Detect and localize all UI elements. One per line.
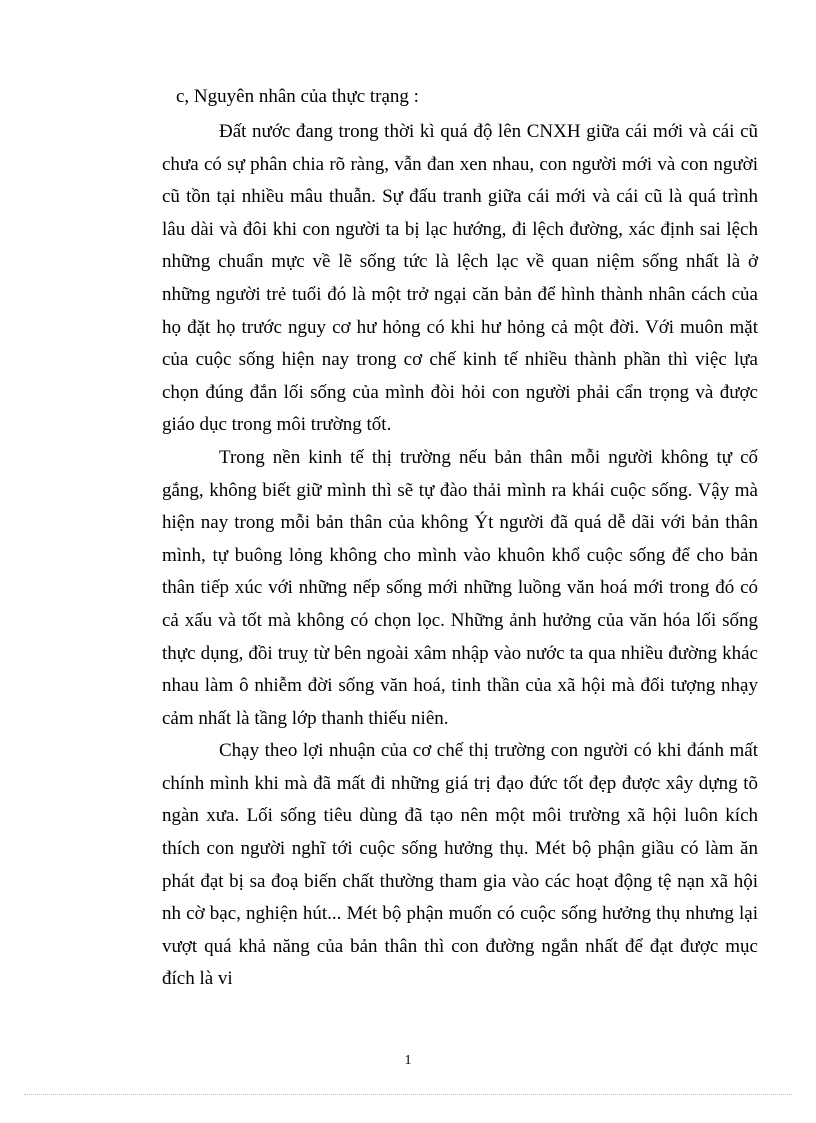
paragraph-1: Đất nước đang trong thời kì quá độ lên CNXH giữa cái mới và cái cũ chưa có sự phân chia rõ ràng, vẫn đan xen nhau, con người mới và con người cũ tồn tại nhiều mâu thuẫn. Sự đấu tranh giữa cái mới và cái cũ là quá trình lâu dài và đôi khi con người ta bị lạc hướng, đi lệch đường, xác định sai lệch những chuẩn mực về lẽ sống tức là lệch lạc về quan niệm sống nhất là ở những người trẻ tuổi đó là một trở ngại căn bản để hình thành nhân cách của họ đặt họ trước nguy cơ hư hỏng có khi hư hỏng cả một đời. Với muôn mặt của cuộc sống hiện nay trong cơ chế kinh tế nhiều thành phần thì việc lựa chọn đúng đắn lối sống của mình đòi hỏi con người phải cẩn trọng và được giáo dục trong môi trường tốt.: [162, 121, 758, 436]
page-bottom-divider: [24, 1094, 792, 1095]
section-heading: c, Nguyên nhân của thực trạng :: [176, 86, 419, 107]
page-number: 1: [404, 1053, 412, 1068]
paragraph-3: Chạy theo lợi nhuận của cơ chế thị trường con người có khi đánh mất chính mình khi mà đã mất đi những giá trị đạo đức tốt đẹp được xây dựng tõ ngàn xưa. Lối sống tiêu dùng đã tạo nên một môi trường xã hội luôn kích thích con người nghĩ tới cuộc sống hưởng thụ. Mét bộ phận giầu có làm ăn phát đạt bị sa đoạ biến chất thường tham gia vào các hoạt động tệ nạn xã hội nh cờ bạc, nghiện hút... Mét bộ phận muốn có cuộc sống hưởng thụ nhưng lại vượt quá khả năng của bản thân thì con đường ngắn nhất để đạt được mục đích là vi: [162, 740, 758, 990]
body-text: [162, 116, 758, 996]
paragraph-2: Trong nền kinh tế thị trường nếu bản thân mỗi người không tự cố gắng, không biết giữ mình thì sẽ tự đào thải mình ra khái cuộc sống. Vậy mà hiện nay trong mỗi bản thân của không Ýt người đã quá dễ dãi với bản thân mình, tự buông lỏng không cho mình vào khuôn khổ cuộc sống để cho bản thân tiếp xúc với những nếp sống mới những luồng văn hoá mới trong đó có cả xấu và tốt mà không có chọn lọc. Những ảnh hưởng của văn hóa lối sống thực dụng, đồi truỵ từ bên ngoài xâm nhập vào nước ta qua nhiều đường khác nhau làm ô nhiễm đời sống văn hoá, tinh thần của xã hội mà đối tượng nhạy cảm nhất là tầng lớp thanh thiếu niên.: [162, 446, 758, 729]
